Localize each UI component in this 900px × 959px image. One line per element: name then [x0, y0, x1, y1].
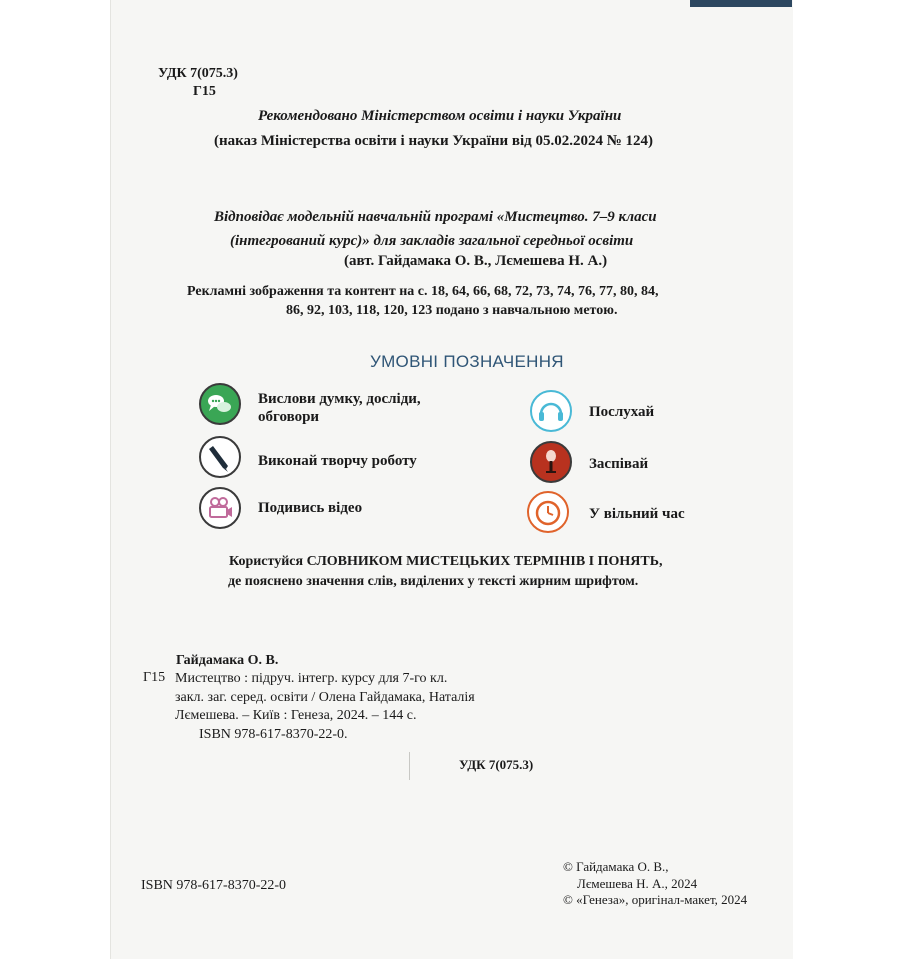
- catalog-line-2: закл. заг. серед. освіти / Олена Гайдамака, Наталія: [175, 690, 475, 705]
- legend-discuss-label-2: обговори: [258, 409, 320, 425]
- cut-mark: [409, 752, 410, 780]
- copyright-line-1: © Гайдамака О. В.,: [563, 859, 669, 874]
- legend-listen-label: Послухай: [589, 404, 655, 420]
- ads-line-1: Рекламні зображення та контент на с. 18, 64, 66, 68, 72, 73, 74, 76, 77, 80, 84,: [187, 284, 659, 299]
- legend-sing-label: Заспівай: [589, 456, 649, 472]
- pencil-icon: [199, 436, 241, 478]
- catalog-line-3: Лємешева. – Київ : Генеза, 2024. – 144 с.: [175, 708, 417, 723]
- catalog-line-1: Мистецтво : підруч. інтегр. курсу для 7-го кл.: [175, 671, 448, 686]
- clock-icon: [527, 491, 569, 533]
- legend-video-label: Подивись відео: [258, 500, 363, 516]
- catalog-author: Гайдамака О. В.: [176, 653, 279, 668]
- copyright-line-3: © «Генеза», оригінал-макет, 2024: [563, 892, 748, 907]
- recommendation-line-1: Рекомендовано Міністерством освіти і науки України: [258, 108, 622, 124]
- catalog-isbn: ISBN 978-617-8370-22-0.: [199, 727, 348, 742]
- cover-edge: [690, 0, 792, 7]
- catalog-index: Г15: [143, 670, 166, 685]
- udk-code: УДК 7(075.3): [158, 66, 238, 81]
- speech-bubbles-icon: [199, 383, 241, 425]
- copyright-line-2: Лємешева Н. А., 2024: [577, 876, 698, 891]
- ads-line-2: 86, 92, 103, 118, 120, 123 подано з навчальною метою.: [286, 303, 618, 318]
- footer-isbn: ISBN 978-617-8370-22-0: [141, 878, 287, 893]
- program-line-3: (авт. Гайдамака О. В., Лємешева Н. А.): [344, 253, 608, 269]
- program-line-1: Відповідає модельній навчальній програмі «Мистецтво. 7–9 класи: [214, 209, 657, 225]
- recommendation-line-2: (наказ Міністерства освіти і науки України від 05.02.2024 № 124): [214, 133, 654, 149]
- legend-discuss-label-1: Вислови думку, досліди,: [258, 391, 421, 407]
- microphone-icon: [530, 441, 572, 483]
- video-camera-icon: [199, 487, 241, 529]
- catalog-udk: УДК 7(075.3): [459, 757, 534, 772]
- headphones-icon: [530, 390, 572, 432]
- program-line-2: (інтегрований курс)» для закладів загальної середньої освіти: [230, 233, 634, 249]
- dictionary-note-line-2: де пояснено значення слів, виділених у тексті жирним шрифтом.: [228, 574, 639, 589]
- legend-free-time-label: У вільний час: [589, 506, 685, 522]
- dictionary-note-line-1: Користуйся СЛОВНИКОМ МИСТЕЦЬКИХ ТЕРМІНІВ І ПОНЯТЬ,: [229, 554, 663, 569]
- legend-title: УМОВНІ ПОЗНАЧЕННЯ: [370, 352, 564, 371]
- legend-create-label: Виконай творчу роботу: [258, 453, 417, 469]
- udk-index: Г15: [193, 84, 216, 99]
